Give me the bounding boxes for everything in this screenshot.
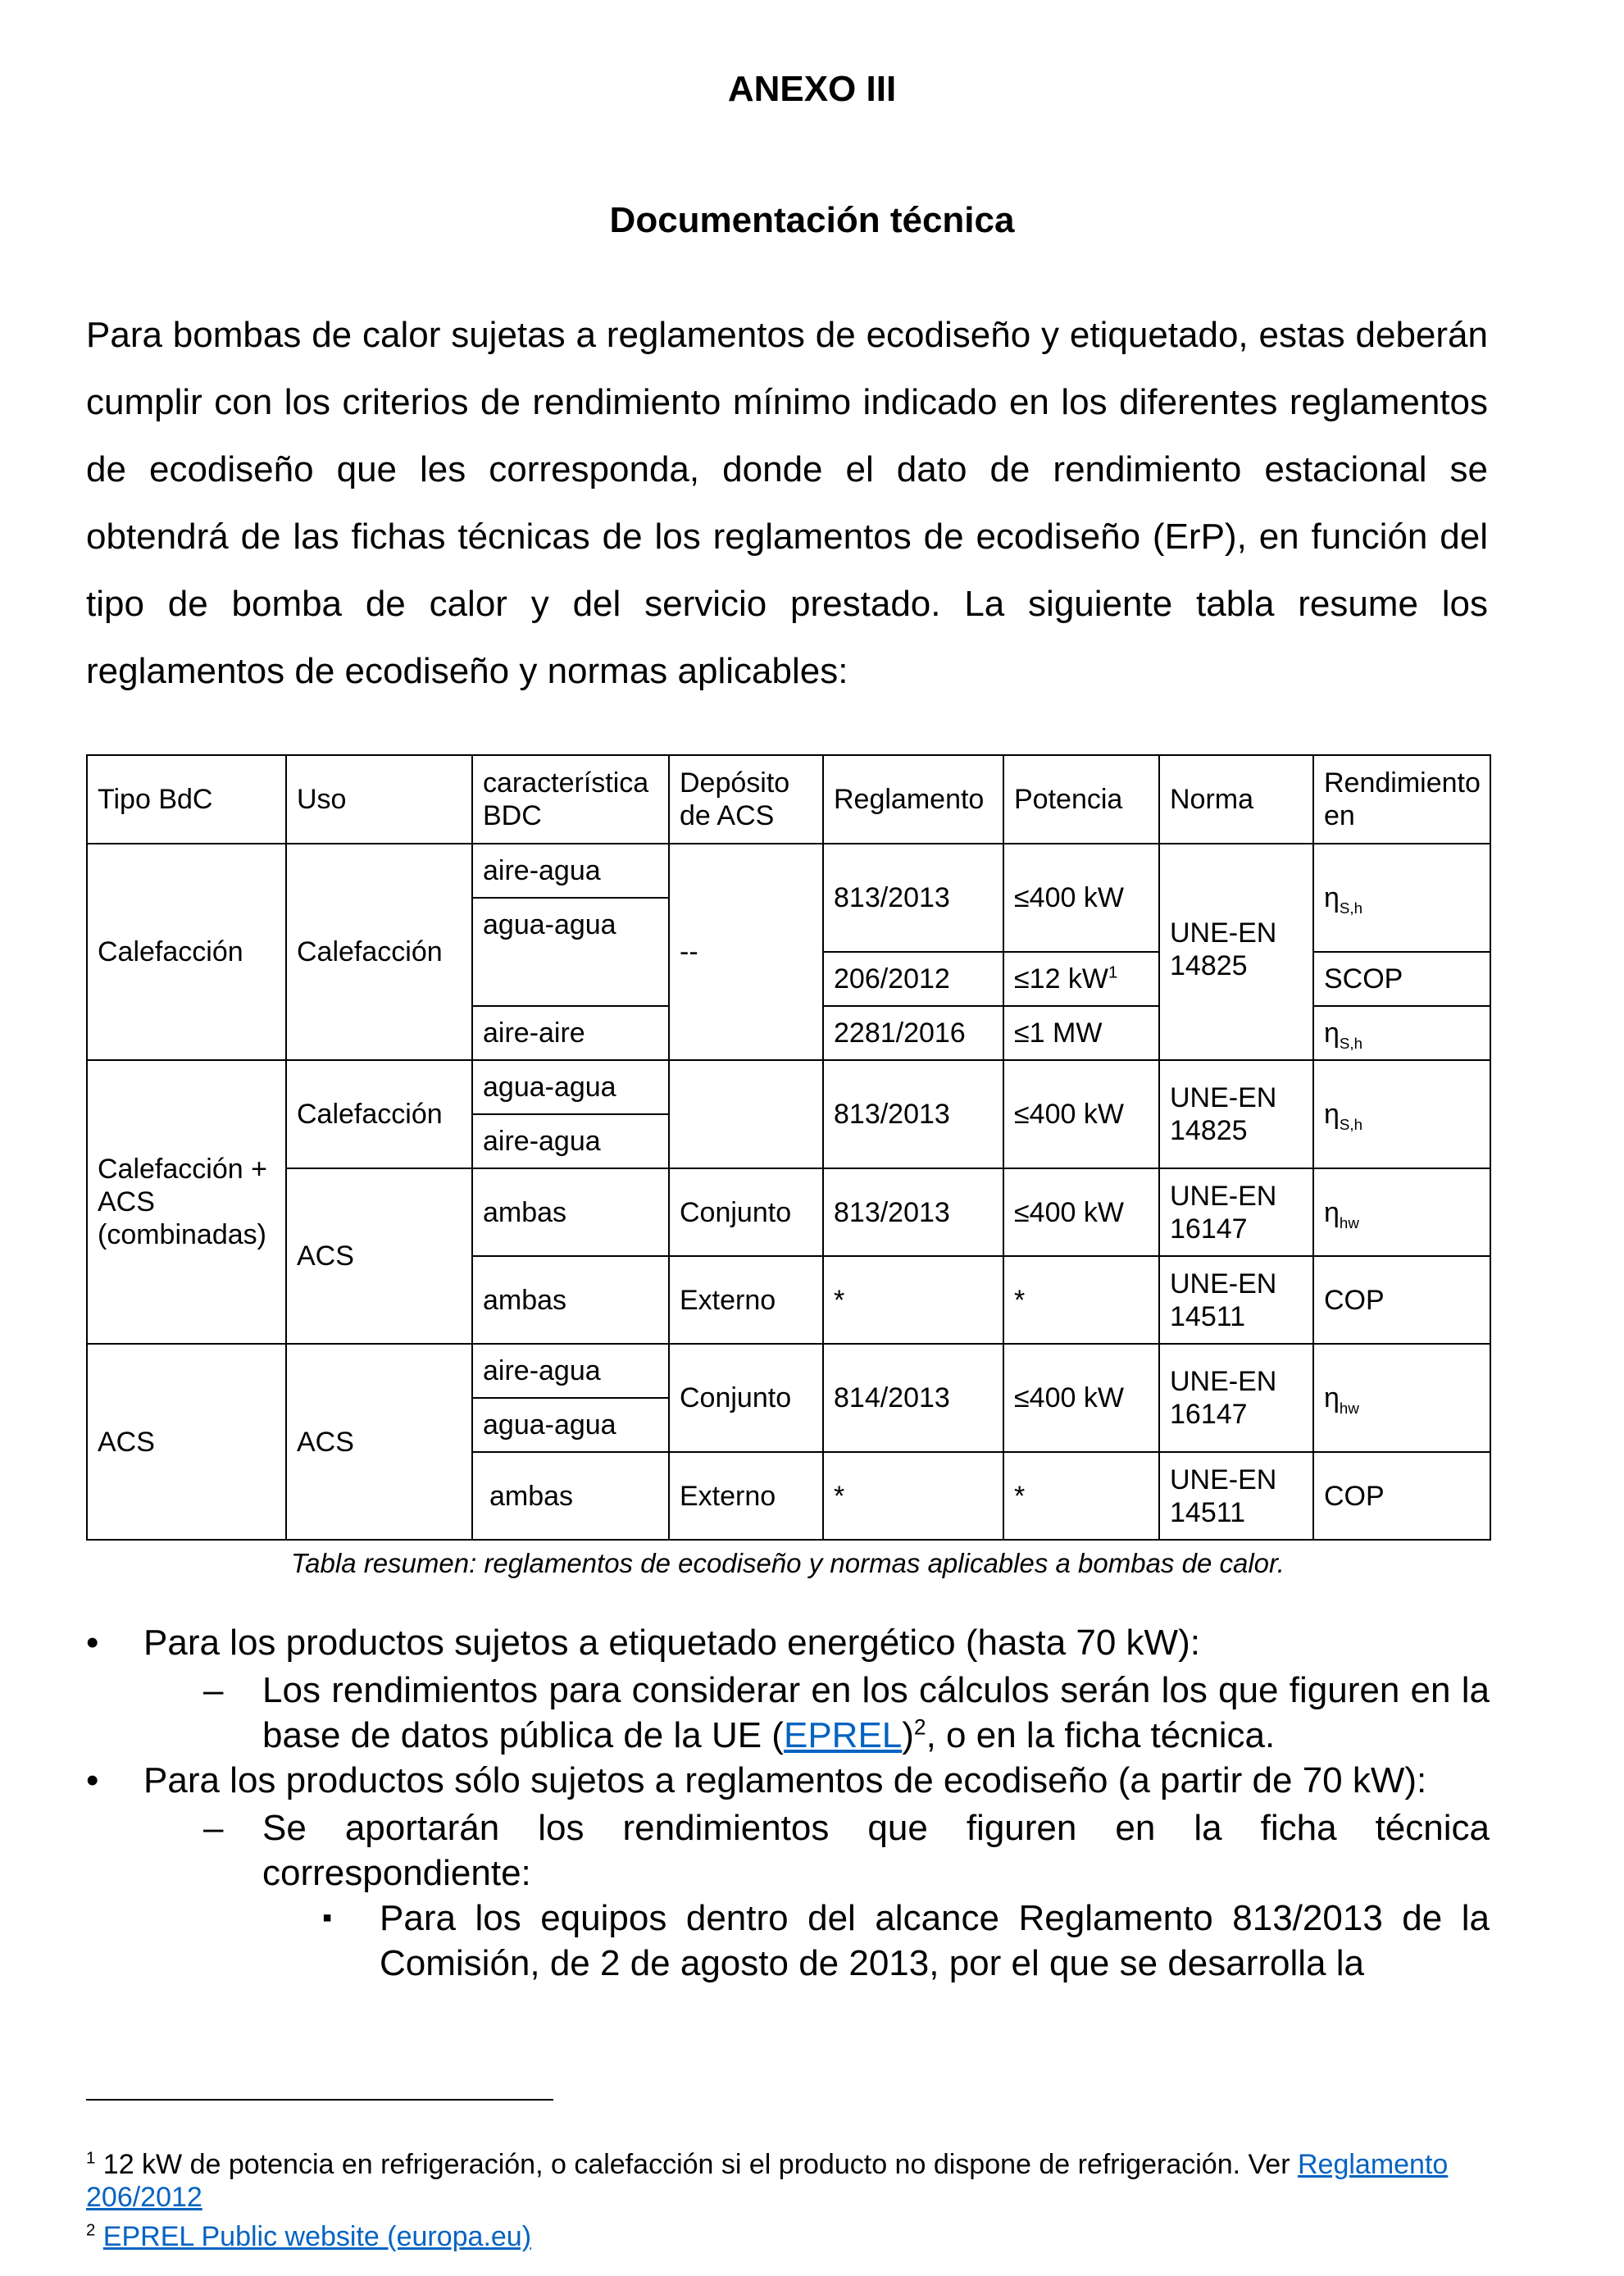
cell-deposito: Externo [669,1452,823,1540]
header-cell: Uso [286,755,472,844]
header-cell: Reglamento [823,755,1003,844]
cell-rendimiento: SCOP [1313,952,1490,1006]
list-item: • Para los productos sólo sujetos a reglamentos de ecodiseño (a partir de 70 kW): [86,1758,1490,1803]
cell-rendimiento: COP [1313,1452,1490,1540]
table-row [87,844,1490,898]
cell-caracteristica: ambas [472,1168,669,1256]
eprel-website-link[interactable]: EPREL Public website (europa.eu) [102,2221,532,2252]
table-header-row [87,755,1490,844]
cell-rendimiento: COP [1313,1256,1490,1344]
table-row [87,1344,1490,1398]
cell-potencia: * [1003,1256,1159,1344]
cell-potencia: ≤12 $kW^1$ [1003,952,1159,1006]
cell-rendimiento: $\eta_{S,h}$ [1313,844,1490,952]
eprel-link[interactable]: EPREL [783,1715,903,1755]
cell-caracteristica: aire-agua [472,1344,669,1398]
cell-deposito: -- [669,844,823,1060]
cell-uso: Calefacción [286,1060,472,1168]
footnote-ref[interactable]: 2 [913,1714,926,1740]
cell-potencia: ≤400 kW [1003,1168,1159,1256]
cell-deposito: Externo [669,1256,823,1344]
table-caption: Tabla resumen: reglamentos de ecodiseño y normas aplicables a bombas de calor. [291,1548,1285,1578]
header-cell: característica BDC [472,755,669,844]
header-cell: Norma [1159,755,1313,844]
cell-caracteristica: ambas [472,1256,669,1344]
cell-reglamento: 814/2013 [823,1344,1003,1452]
cell-norma: UNE-EN 14511 [1159,1452,1313,1540]
cell-potencia: * [1003,1452,1159,1540]
cell-caracteristica: agua-agua [472,1398,669,1452]
cell-rendimiento: $\eta_{hw}$ [1313,1344,1490,1452]
cell-deposito [669,1060,823,1168]
cell-deposito: Conjunto [669,1344,823,1452]
header-cell: Potencia [1003,755,1159,844]
cell-uso: ACS [286,1344,472,1540]
requirements-list [86,1620,1490,1986]
cell-norma: UNE-EN 14511 [1159,1256,1313,1344]
cell-potencia: ≤1 MW [1003,1006,1159,1060]
header-cell: Tipo BdC [87,755,286,844]
cell-tipo: ACS [87,1344,286,1540]
cell-caracteristica: aire-agua [472,844,669,898]
cell-potencia: ≤400 kW [1003,1344,1159,1452]
cell-reglamento: 2281/2016 [823,1006,1003,1060]
cell-caracteristica: aire-agua [472,1114,669,1168]
list-item: • Para los productos sujetos a etiquetado energético (hasta 70 kW): [86,1620,1490,1665]
table-row [87,1060,1490,1114]
cell-potencia: ≤400 kW [1003,1060,1159,1168]
cell-caracteristica: aire-aire [472,1006,669,1060]
cell-tipo: Calefacción + ACS (combinadas) [87,1060,286,1344]
cell-deposito: Conjunto [669,1168,823,1256]
bullet-marker: • [86,1623,99,1663]
dash-marker: – [203,1670,224,1710]
cell-norma: UNE-EN 14825 [1159,1060,1313,1168]
table-row [87,1168,1490,1256]
square-marker: ▪ [322,1902,333,1933]
footnote-2: $^2$ EPREL Public website (europa.eu) [86,2221,532,2252]
cell-potencia: ≤400 kW [1003,844,1159,952]
cell-norma: UNE-EN 16147 [1159,1168,1313,1256]
cell-norma: UNE-EN 14825 [1159,844,1313,1060]
cell-reglamento: 813/2013 [823,844,1003,952]
cell-reglamento: 206/2012 [823,952,1003,1006]
cell-norma: UNE-EN 16147 [1159,1344,1313,1452]
list-item: – Se aportarán los rendimientos que figuren en la ficha técnica correspondiente: [86,1805,1490,1896]
footnote-1: $^1$ 12 kW de potencia en refrigeración, o calefacción si el producto no dispone de refrigeración. Ver Reglamento 206/2012 [86,2149,1449,2213]
header-cell: Rendimiento en [1313,755,1490,844]
cell-caracteristica: ambas [472,1452,669,1540]
intro-paragraph: Para bombas de calor sujetas a reglamentos de ecodiseño y etiquetado, estas deberán cumplir con los criterios de rendimiento mínimo indicado en los diferentes reglamentos de ecodiseño que les corresponda, donde el dato de rendimiento estacional se obtendrá de las fichas técnicas de los reglamentos de ecodiseño (ErP), en función del tipo de bomba de calor y del servicio prestado. La siguiente tabla resume los reglamentos de ecodiseño y normas aplicables: [86,315,1488,691]
cell-caracteristica: agua-agua [472,898,669,1006]
list-item: – Los rendimientos para considerar en los cálculos serán los que figuren en la base de datos pública de la UE (EPREL)$^2$, o en la ficha técnica. [86,1668,1490,1758]
cell-caracteristica: agua-agua [472,1060,669,1114]
regulation-link[interactable]: Reglamento 206/2012 [86,2149,1449,2213]
cell-reglamento: * [823,1452,1003,1540]
annex-title: ANEXO III [727,69,897,109]
cell-reglamento: 813/2013 [823,1168,1003,1256]
cell-uso: Calefacción [286,844,472,1060]
cell-uso: ACS [286,1168,472,1344]
bullet-marker: • [86,1760,99,1800]
cell-tipo: Calefacción [87,844,286,1060]
list-item: ▪ Para los equipos dentro del alcance Reglamento 813/2013 de la Comisión, de 2 de agosto de 2013, por el que se desarrolla la [86,1896,1490,1986]
cell-reglamento: * [823,1256,1003,1344]
summary-table [86,754,1491,1541]
cell-reglamento: 813/2013 [823,1060,1003,1168]
section-title: Documentación técnica [609,200,1015,240]
footnote-separator [86,2099,553,2101]
cell-rendimiento: $\eta_{hw}$ [1313,1168,1490,1256]
cell-rendimiento: $\eta_{S,h}$ [1313,1006,1490,1060]
header-cell: Depósito de ACS [669,755,823,844]
dash-marker: – [203,1808,224,1848]
cell-rendimiento: $\eta_{S,h}$ [1313,1060,1490,1168]
